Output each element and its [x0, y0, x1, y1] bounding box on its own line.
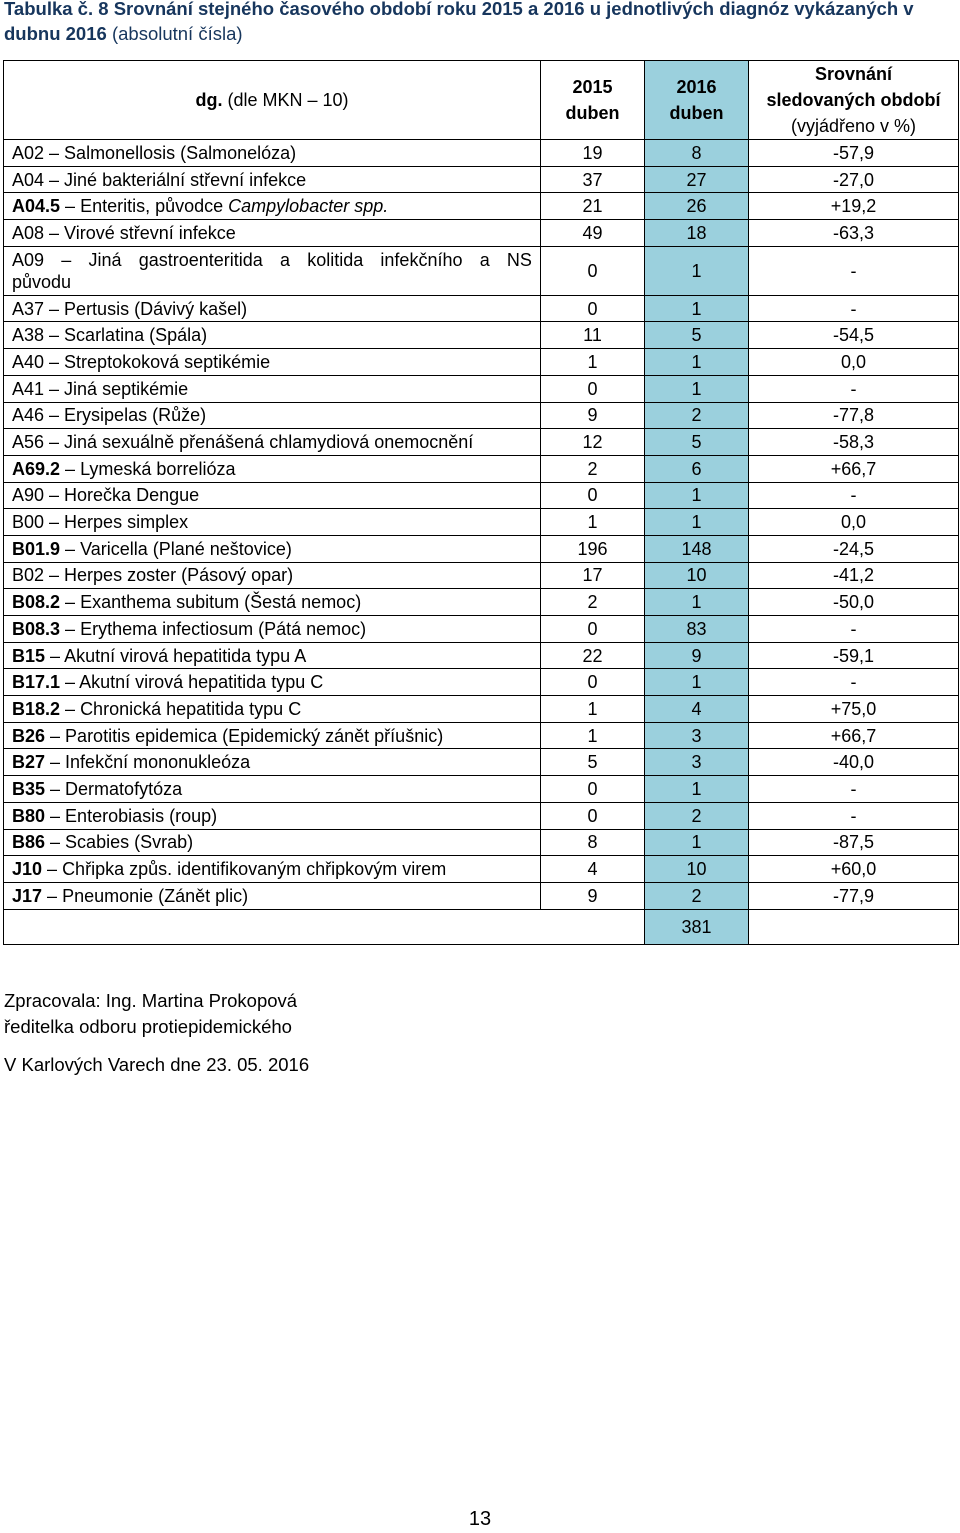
diagnosis-code: A90	[12, 485, 45, 506]
value-2016: 27	[645, 166, 749, 193]
diagnosis-code: B15	[12, 645, 46, 666]
comparison-value: -	[749, 295, 959, 322]
diagnosis-cell: A56 – Jiná sexuálně přenášená chlamydiová onemocnění	[4, 429, 541, 456]
diagnosis-cell: B02 – Herpes zoster (Pásový opar)	[4, 562, 541, 589]
table-row	[4, 882, 959, 909]
diagnosis-cell	[4, 246, 541, 295]
comparison-value: -	[749, 482, 959, 509]
value-2016: 26	[645, 193, 749, 220]
value-2016: 148	[645, 535, 749, 562]
diagnosis-name: Erysipelas (Růže)	[64, 405, 207, 426]
value-2015: 12	[541, 429, 645, 456]
value-2015: 2	[541, 589, 645, 616]
diagnosis-name: Jiná sexuálně přenášená chlamydiová onemocnění	[64, 432, 474, 453]
value-2015: 2	[541, 455, 645, 482]
diagnosis-cell: B35 – Dermatofytóza	[4, 776, 541, 803]
value-2016: 3	[645, 749, 749, 776]
diagnosis-name: Infekční mononukleóza	[65, 752, 251, 773]
header-2016	[645, 61, 749, 140]
diagnosis-table	[3, 60, 959, 945]
diagnosis-cell: A04.5 – Enteritis, původce Campylobacter spp.	[4, 193, 541, 220]
diagnosis-cell: J17 – Pneumonie (Zánět plic)	[4, 882, 541, 909]
diagnosis-name-italic: Campylobacter spp.	[228, 196, 389, 217]
value-2016: 1	[645, 349, 749, 376]
table-row	[4, 402, 959, 429]
diagnosis-code: J10	[12, 859, 43, 880]
value-2015: 37	[541, 166, 645, 193]
value-2015: 11	[541, 322, 645, 349]
caption-text: Srovnání stejného časového období roku 2015 a 2016 u jednotlivých diagnóz vykázaných v dubnu 2016	[4, 0, 914, 44]
comparison-value: -40,0	[749, 749, 959, 776]
table-row	[4, 375, 959, 402]
diagnosis-code: A09	[12, 249, 45, 270]
total-label-empty	[4, 909, 645, 944]
diagnosis-word: NS	[506, 249, 532, 270]
header-cmp-line2: sledovaných období	[766, 90, 941, 110]
value-2015: 1	[541, 696, 645, 723]
value-2016: 2	[645, 882, 749, 909]
diagnosis-cell: A08 – Virové střevní infekce	[4, 220, 541, 247]
diagnosis-code: B08.3	[12, 618, 61, 639]
header-2016-year: 2016	[676, 77, 717, 97]
diagnosis-name: Streptokoková septikémie	[64, 351, 271, 372]
diagnosis-cell: B08.2 – Exanthema subitum (Šestá nemoc)	[4, 589, 541, 616]
diagnosis-cell: A41 – Jiná septikémie	[4, 375, 541, 402]
comparison-value: -	[749, 375, 959, 402]
table-row	[4, 535, 959, 562]
value-2016: 8	[645, 140, 749, 167]
value-2015: 0	[541, 802, 645, 829]
diagnosis-cell: B01.9 – Varicella (Plané neštovice)	[4, 535, 541, 562]
diagnosis-name: Varicella (Plané neštovice)	[80, 538, 292, 559]
header-2015-month: duben	[565, 103, 620, 123]
table-row	[4, 482, 959, 509]
value-2016: 1	[645, 829, 749, 856]
value-2016: 83	[645, 616, 749, 643]
diagnosis-name: Chřipka způs. identifikovaným chřipkovým virem	[62, 859, 447, 880]
diagnosis-code: B27	[12, 752, 46, 773]
diagnosis-name: Exanthema subitum (Šestá nemoc)	[80, 592, 362, 613]
diagnosis-code: B00	[12, 512, 45, 533]
table-row	[4, 776, 959, 803]
diagnosis-name: Jiná septikémie	[64, 378, 189, 399]
table-row	[4, 829, 959, 856]
value-2016: 5	[645, 322, 749, 349]
caption-label: Tabulka č. 8	[4, 0, 109, 19]
value-2015: 17	[541, 562, 645, 589]
diagnosis-name: Salmonellosis (Salmonelóza)	[64, 142, 297, 163]
table-row	[4, 642, 959, 669]
comparison-value: -58,3	[749, 429, 959, 456]
diagnosis-name: Enterobiasis (roup)	[65, 805, 218, 826]
diagnosis-name: Enteritis, původce	[80, 196, 224, 217]
header-dg-bold: dg.	[195, 90, 223, 110]
diagnosis-code: A69.2	[12, 458, 61, 479]
diagnosis-cell: B86 – Scabies (Svrab)	[4, 829, 541, 856]
value-2015: 49	[541, 220, 645, 247]
table-row	[4, 193, 959, 220]
value-2015: 0	[541, 375, 645, 402]
comparison-value: 0,0	[749, 509, 959, 536]
diagnosis-code: A46	[12, 405, 45, 426]
comparison-value: -54,5	[749, 322, 959, 349]
caption-suffix: (absolutní čísla)	[111, 23, 243, 44]
header-comparison	[749, 61, 959, 140]
comparison-value: +75,0	[749, 696, 959, 723]
table-row	[4, 509, 959, 536]
table-body	[4, 140, 959, 945]
diagnosis-cell: B08.3 – Erythema infectiosum (Pátá nemoc)	[4, 616, 541, 643]
comparison-value: -77,8	[749, 402, 959, 429]
value-2015: 1	[541, 722, 645, 749]
diagnosis-code: B18.2	[12, 698, 61, 719]
comparison-value: -27,0	[749, 166, 959, 193]
diagnosis-name: Pneumonie (Zánět plic)	[62, 885, 249, 906]
diagnosis-code: B01.9	[12, 538, 61, 559]
diagnosis-name-line2: původu	[12, 271, 72, 292]
diagnosis-cell: A69.2 – Lymeská borrelióza	[4, 455, 541, 482]
diagnosis-name: Akutní virová hepatitida typu A	[64, 645, 307, 666]
diagnosis-cell: A04 – Jiné bakteriální střevní infekce	[4, 166, 541, 193]
value-2015: 21	[541, 193, 645, 220]
header-diagnosis	[4, 61, 541, 140]
diagnosis-code: A04	[12, 169, 45, 190]
diagnosis-cell: A38 – Scarlatina (Spála)	[4, 322, 541, 349]
value-2015: 0	[541, 669, 645, 696]
value-2016: 2	[645, 802, 749, 829]
diagnosis-cell: B17.1 – Akutní virová hepatitida typu C	[4, 669, 541, 696]
value-2016: 1	[645, 509, 749, 536]
diagnosis-name: Virové střevní infekce	[64, 222, 236, 243]
diagnosis-cell: A02 – Salmonellosis (Salmonelóza)	[4, 140, 541, 167]
value-2015: 0	[541, 616, 645, 643]
total-cmp-empty	[749, 909, 959, 944]
diagnosis-name: Horečka Dengue	[64, 485, 200, 506]
table-row	[4, 349, 959, 376]
diagnosis-name: Herpes zoster (Pásový opar)	[64, 565, 294, 586]
diagnosis-word: infekčního	[380, 249, 463, 270]
table-caption	[4, 0, 958, 46]
value-2015: 8	[541, 829, 645, 856]
comparison-value: -63,3	[749, 220, 959, 247]
diagnosis-cell: A46 – Erysipelas (Růže)	[4, 402, 541, 429]
diagnosis-code: A56	[12, 432, 45, 453]
diagnosis-code: B17.1	[12, 672, 61, 693]
comparison-value: -41,2	[749, 562, 959, 589]
comparison-value: +66,7	[749, 722, 959, 749]
diagnosis-code: A38	[12, 325, 45, 346]
table-row	[4, 220, 959, 247]
diagnosis-word: Jiná	[88, 249, 122, 270]
table-row	[4, 749, 959, 776]
table-row	[4, 322, 959, 349]
value-2016: 10	[645, 856, 749, 883]
value-2016: 2	[645, 402, 749, 429]
table-row	[4, 589, 959, 616]
value-2015: 4	[541, 856, 645, 883]
value-2015: 0	[541, 295, 645, 322]
diagnosis-code: A37	[12, 298, 45, 319]
diagnosis-cell: A40 – Streptokoková septikémie	[4, 349, 541, 376]
header-2016-month: duben	[669, 103, 724, 123]
header-dg-rest: (dle MKN – 10)	[227, 90, 349, 110]
comparison-value: -	[749, 669, 959, 696]
comparison-value: -57,9	[749, 140, 959, 167]
footer-author: Zpracovala: Ing. Martina Prokopová	[4, 990, 298, 1011]
table-row	[4, 455, 959, 482]
table-row	[4, 429, 959, 456]
comparison-value: +60,0	[749, 856, 959, 883]
diagnosis-name: Herpes simplex	[64, 512, 189, 533]
diagnosis-cell: B80 – Enterobiasis (roup)	[4, 802, 541, 829]
table-row	[4, 696, 959, 723]
diagnosis-cell: B15 – Akutní virová hepatitida typu A	[4, 642, 541, 669]
value-2015: 22	[541, 642, 645, 669]
value-2015: 1	[541, 349, 645, 376]
table-row	[4, 562, 959, 589]
diagnosis-code: B08.2	[12, 592, 61, 613]
value-2016: 1	[645, 375, 749, 402]
diagnosis-name: Scabies (Svrab)	[65, 832, 194, 853]
value-2015: 9	[541, 882, 645, 909]
diagnosis-code: B35	[12, 778, 46, 799]
value-2015: 9	[541, 402, 645, 429]
diagnosis-code: B02	[12, 565, 45, 586]
diagnosis-code: A02	[12, 142, 45, 163]
diagnosis-code: A40	[12, 351, 45, 372]
header-2015	[541, 61, 645, 140]
page-number: 13	[468, 1508, 492, 1530]
comparison-value: 0,0	[749, 349, 959, 376]
total-row	[4, 909, 959, 944]
diagnosis-cell: B18.2 – Chronická hepatitida typu C	[4, 696, 541, 723]
value-2016: 1	[645, 482, 749, 509]
diagnosis-word: a	[479, 249, 490, 270]
comparison-value: +66,7	[749, 455, 959, 482]
diagnosis-name: Scarlatina (Spála)	[64, 325, 208, 346]
diagnosis-name: Chronická hepatitida typu C	[80, 698, 302, 719]
footer-role: ředitelka odboru protiepidemického	[4, 1016, 292, 1037]
diagnosis-code: A41	[12, 378, 45, 399]
diagnosis-cell: B27 – Infekční mononukleóza	[4, 749, 541, 776]
diagnosis-name: Dermatofytóza	[65, 778, 183, 799]
value-2016: 1	[645, 589, 749, 616]
comparison-value: -24,5	[749, 535, 959, 562]
value-2016: 6	[645, 455, 749, 482]
diagnosis-code: B26	[12, 725, 46, 746]
table-row	[4, 802, 959, 829]
comparison-value: -50,0	[749, 589, 959, 616]
comparison-value: -	[749, 246, 959, 295]
value-2016: 10	[645, 562, 749, 589]
value-2016: 1	[645, 295, 749, 322]
table-row	[4, 246, 959, 295]
table-row	[4, 856, 959, 883]
comparison-value: +19,2	[749, 193, 959, 220]
value-2015: 196	[541, 535, 645, 562]
comparison-value: -	[749, 616, 959, 643]
value-2015: 1	[541, 509, 645, 536]
diagnosis-code: B86	[12, 832, 46, 853]
value-2016: 5	[645, 429, 749, 456]
diagnosis-name: Akutní virová hepatitida typu C	[79, 672, 324, 693]
table-header-row	[4, 61, 959, 140]
diagnosis-word: gastroenteritida	[138, 249, 263, 270]
diagnosis-code: B80	[12, 805, 46, 826]
value-2016: 3	[645, 722, 749, 749]
diagnosis-code: J17	[12, 885, 43, 906]
value-2016: 1	[645, 246, 749, 295]
comparison-value: -	[749, 802, 959, 829]
table-row	[4, 722, 959, 749]
table-row	[4, 616, 959, 643]
value-2016: 9	[645, 642, 749, 669]
total-2016: 381	[645, 909, 749, 944]
value-2015: 0	[541, 246, 645, 295]
diagnosis-name: Pertusis (Dávivý kašel)	[64, 298, 248, 319]
diagnosis-word: a	[279, 249, 290, 270]
diagnosis-cell: B00 – Herpes simplex	[4, 509, 541, 536]
value-2015: 19	[541, 140, 645, 167]
value-2016: 4	[645, 696, 749, 723]
table-row	[4, 295, 959, 322]
value-2016: 1	[645, 776, 749, 803]
comparison-value: -	[749, 776, 959, 803]
header-cmp-line1: Srovnání	[814, 64, 893, 84]
comparison-value: -77,9	[749, 882, 959, 909]
diagnosis-name: Lymeská borrelióza	[80, 458, 236, 479]
diagnosis-code: A04.5	[12, 196, 61, 217]
table-row	[4, 166, 959, 193]
diagnosis-cell: B26 – Parotitis epidemica (Epidemický zánět příušnic)	[4, 722, 541, 749]
diagnosis-word: kolitida	[307, 249, 364, 270]
diagnosis-word: –	[61, 249, 72, 270]
diagnosis-cell: A90 – Horečka Dengue	[4, 482, 541, 509]
header-2015-year: 2015	[572, 77, 613, 97]
value-2015: 0	[541, 776, 645, 803]
value-2016: 1	[645, 669, 749, 696]
header-cmp-line3: (vyjádřeno v %)	[790, 116, 917, 136]
table-row	[4, 140, 959, 167]
diagnosis-name-line1	[12, 249, 532, 271]
table-row	[4, 669, 959, 696]
diagnosis-name: Erythema infectiosum (Pátá nemoc)	[80, 618, 367, 639]
diagnosis-cell: J10 – Chřipka způs. identifikovaným chřipkovým virem	[4, 856, 541, 883]
diagnosis-cell: A37 – Pertusis (Dávivý kašel)	[4, 295, 541, 322]
value-2016: 18	[645, 220, 749, 247]
diagnosis-code: A08	[12, 222, 45, 243]
value-2015: 5	[541, 749, 645, 776]
footer-place-date: V Karlových Varech dne 23. 05. 2016	[4, 1054, 310, 1075]
comparison-value: -59,1	[749, 642, 959, 669]
diagnosis-name: Jiné bakteriální střevní infekce	[64, 169, 307, 190]
value-2015: 0	[541, 482, 645, 509]
comparison-value: -87,5	[749, 829, 959, 856]
diagnosis-name: Parotitis epidemica (Epidemický zánět příušnic)	[65, 725, 444, 746]
